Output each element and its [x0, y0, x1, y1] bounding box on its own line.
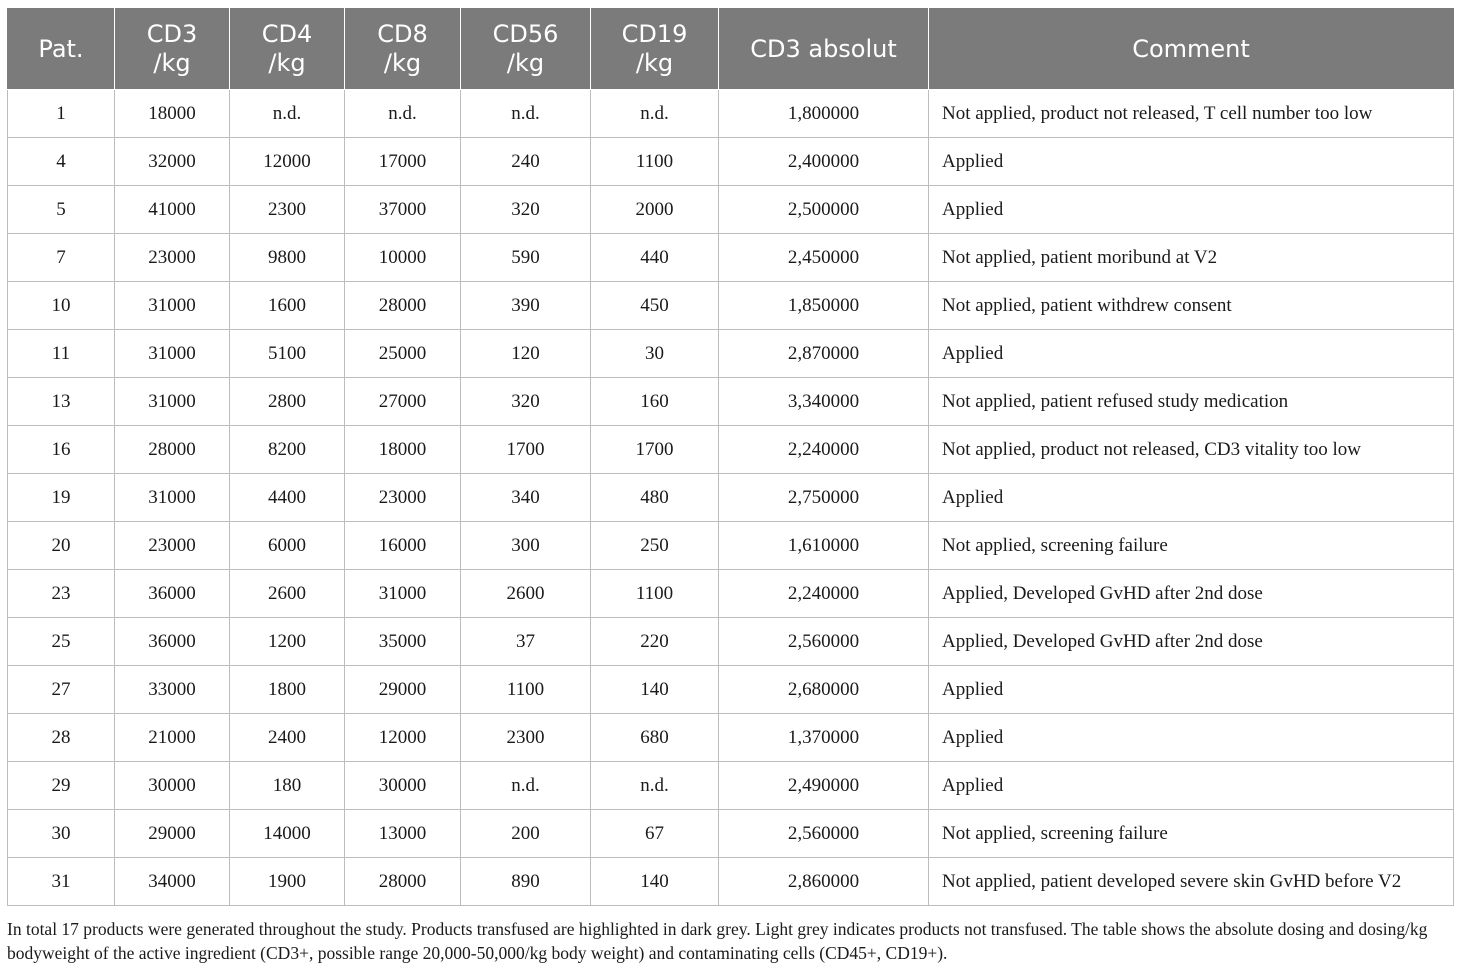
cell-comment: Applied, Developed GvHD after 2nd dose: [929, 618, 1454, 666]
header-text-line: CD8: [377, 20, 428, 48]
cell-cd3-kg: 30000: [115, 762, 230, 810]
header-text-line: CD19: [621, 20, 688, 48]
table-row: [8, 474, 1454, 522]
header-text-line: CD3: [146, 20, 198, 48]
cell-comment: Applied, Developed GvHD after 2nd dose: [929, 570, 1454, 618]
cell-comment: Not applied, product not released, CD3 vitality too low: [929, 426, 1454, 474]
header-text-line: /kg: [268, 49, 306, 77]
header-text-line: CD56: [492, 20, 559, 48]
header-pat: [8, 9, 115, 90]
cell-cd19-kg: 140: [591, 858, 719, 906]
cell-patient: 28: [8, 714, 115, 762]
table-container: [7, 8, 1453, 906]
cell-cd3-kg: 31000: [115, 282, 230, 330]
cell-comment: Not applied, screening failure: [929, 810, 1454, 858]
cell-cd19-kg: 67: [591, 810, 719, 858]
cell-cd3-absolut: 2,500000: [719, 186, 929, 234]
cell-patient: 5: [8, 186, 115, 234]
cell-cd3-kg: 41000: [115, 186, 230, 234]
cell-cd3-kg: 18000: [115, 90, 230, 138]
table-row: [8, 186, 1454, 234]
table-footnote: In total 17 products were generated throughout the study. Products transfused are highlighted in dark grey. Light grey indicates products not transfused. The table shows the absolute dosing and dosing/kg bodyweight of the active ingredient (CD3+, possible range 20,000-50,000/kg body weight) and contaminating cells (CD45+, CD19+).: [7, 919, 1428, 963]
cell-cd19-kg: 2000: [591, 186, 719, 234]
cell-cd4-kg: 2400: [230, 714, 345, 762]
table-body: [8, 90, 1454, 906]
table-row: [8, 378, 1454, 426]
header-cd3-absolut: [719, 9, 929, 90]
cell-patient: 27: [8, 666, 115, 714]
table-row: [8, 330, 1454, 378]
cell-cd3-absolut: 1,800000: [719, 90, 929, 138]
cell-cd19-kg: 440: [591, 234, 719, 282]
header-comment: [929, 9, 1454, 90]
cell-comment: Not applied, screening failure: [929, 522, 1454, 570]
cell-cd8-kg: 28000: [345, 282, 461, 330]
header-text-line: /kg: [635, 49, 674, 77]
header-text-line: Comment: [1132, 34, 1250, 63]
cell-cd56-kg: 300: [461, 522, 591, 570]
cell-cd4-kg: 4400: [230, 474, 345, 522]
table-row: [8, 858, 1454, 906]
cell-cd56-kg: 320: [461, 186, 591, 234]
cell-cd3-absolut: 2,860000: [719, 858, 929, 906]
table-row: [8, 714, 1454, 762]
cell-comment: Applied: [929, 762, 1454, 810]
cell-cd3-absolut: 2,490000: [719, 762, 929, 810]
cell-comment: Not applied, patient developed severe skin GvHD before V2: [929, 858, 1454, 906]
cell-cd3-absolut: 2,240000: [719, 426, 929, 474]
cell-cd19-kg: 220: [591, 618, 719, 666]
cell-cd4-kg: 2800: [230, 378, 345, 426]
cell-cd8-kg: 29000: [345, 666, 461, 714]
cell-patient: 31: [8, 858, 115, 906]
table-row: [8, 282, 1454, 330]
cell-cd3-kg: 33000: [115, 666, 230, 714]
cell-cd56-kg: 1700: [461, 426, 591, 474]
table-row: [8, 762, 1454, 810]
cell-comment: Applied: [929, 138, 1454, 186]
cell-cd3-absolut: 2,560000: [719, 810, 929, 858]
cell-cd19-kg: 1100: [591, 570, 719, 618]
header-cd3-kg: [115, 9, 230, 90]
cell-cd56-kg: 1100: [461, 666, 591, 714]
cell-cd3-absolut: 2,240000: [719, 570, 929, 618]
header-text-line: /kg: [506, 49, 545, 77]
cell-cd56-kg: 120: [461, 330, 591, 378]
cell-cd56-kg: 2300: [461, 714, 591, 762]
table-row: [8, 234, 1454, 282]
cell-cd3-kg: 36000: [115, 570, 230, 618]
data-table: [7, 8, 1454, 906]
cell-cd3-absolut: 2,450000: [719, 234, 929, 282]
cell-cd4-kg: 1900: [230, 858, 345, 906]
cell-patient: 30: [8, 810, 115, 858]
cell-comment: Applied: [929, 666, 1454, 714]
cell-cd3-kg: 31000: [115, 330, 230, 378]
cell-cd8-kg: n.d.: [345, 90, 461, 138]
cell-cd4-kg: 180: [230, 762, 345, 810]
cell-cd19-kg: 160: [591, 378, 719, 426]
cell-patient: 16: [8, 426, 115, 474]
cell-cd19-kg: 1700: [591, 426, 719, 474]
cell-cd4-kg: 6000: [230, 522, 345, 570]
cell-cd8-kg: 16000: [345, 522, 461, 570]
table-row: [8, 426, 1454, 474]
cell-cd3-absolut: 3,340000: [719, 378, 929, 426]
cell-cd4-kg: 2300: [230, 186, 345, 234]
cell-cd3-absolut: 1,370000: [719, 714, 929, 762]
cell-cd4-kg: 1800: [230, 666, 345, 714]
cell-cd8-kg: 13000: [345, 810, 461, 858]
cell-cd8-kg: 28000: [345, 858, 461, 906]
table-row: [8, 138, 1454, 186]
cell-cd56-kg: n.d.: [461, 762, 591, 810]
cell-comment: Applied: [929, 714, 1454, 762]
cell-cd8-kg: 18000: [345, 426, 461, 474]
cell-cd4-kg: 14000: [230, 810, 345, 858]
cell-cd8-kg: 23000: [345, 474, 461, 522]
table-row: [8, 618, 1454, 666]
table-row: [8, 810, 1454, 858]
cell-cd4-kg: 5100: [230, 330, 345, 378]
cell-comment: Applied: [929, 474, 1454, 522]
cell-comment: Applied: [929, 186, 1454, 234]
cell-cd56-kg: 340: [461, 474, 591, 522]
cell-patient: 10: [8, 282, 115, 330]
cell-cd19-kg: 140: [591, 666, 719, 714]
header-text-line: /kg: [383, 49, 422, 77]
cell-cd3-kg: 23000: [115, 234, 230, 282]
cell-cd3-kg: 31000: [115, 474, 230, 522]
cell-cd3-kg: 29000: [115, 810, 230, 858]
cell-cd4-kg: 2600: [230, 570, 345, 618]
table-row: [8, 522, 1454, 570]
cell-patient: 7: [8, 234, 115, 282]
cell-cd19-kg: 1100: [591, 138, 719, 186]
cell-cd4-kg: 12000: [230, 138, 345, 186]
cell-cd8-kg: 17000: [345, 138, 461, 186]
cell-cd56-kg: 37: [461, 618, 591, 666]
cell-cd3-kg: 28000: [115, 426, 230, 474]
header-text-line: Pat.: [38, 34, 84, 63]
cell-cd56-kg: n.d.: [461, 90, 591, 138]
cell-cd56-kg: 240: [461, 138, 591, 186]
cell-cd8-kg: 30000: [345, 762, 461, 810]
header-text-line: CD3 absolut: [750, 34, 897, 63]
cell-patient: 20: [8, 522, 115, 570]
cell-cd56-kg: 590: [461, 234, 591, 282]
cell-cd3-kg: 36000: [115, 618, 230, 666]
cell-cd4-kg: 1200: [230, 618, 345, 666]
cell-cd3-absolut: 1,850000: [719, 282, 929, 330]
cell-cd3-kg: 32000: [115, 138, 230, 186]
cell-cd3-absolut: 2,560000: [719, 618, 929, 666]
cell-cd8-kg: 25000: [345, 330, 461, 378]
header-cd8-kg: [345, 9, 461, 90]
cell-cd56-kg: 200: [461, 810, 591, 858]
cell-cd4-kg: n.d.: [230, 90, 345, 138]
table-row: [8, 90, 1454, 138]
cell-cd8-kg: 37000: [345, 186, 461, 234]
cell-cd19-kg: 250: [591, 522, 719, 570]
cell-cd3-kg: 31000: [115, 378, 230, 426]
cell-patient: 4: [8, 138, 115, 186]
header-cd19-kg: [591, 9, 719, 90]
cell-cd56-kg: 390: [461, 282, 591, 330]
cell-patient: 23: [8, 570, 115, 618]
cell-cd8-kg: 12000: [345, 714, 461, 762]
cell-patient: 25: [8, 618, 115, 666]
cell-cd56-kg: 890: [461, 858, 591, 906]
cell-cd19-kg: 680: [591, 714, 719, 762]
cell-cd4-kg: 8200: [230, 426, 345, 474]
cell-comment: Not applied, patient withdrew consent: [929, 282, 1454, 330]
cell-patient: 1: [8, 90, 115, 138]
cell-cd8-kg: 27000: [345, 378, 461, 426]
cell-cd19-kg: 30: [591, 330, 719, 378]
table-row: [8, 666, 1454, 714]
cell-cd8-kg: 35000: [345, 618, 461, 666]
cell-cd19-kg: 480: [591, 474, 719, 522]
cell-cd3-absolut: 2,870000: [719, 330, 929, 378]
cell-patient: 11: [8, 330, 115, 378]
header-text-line: CD4: [261, 20, 313, 48]
header-text-line: /kg: [153, 49, 191, 77]
cell-patient: 13: [8, 378, 115, 426]
cell-cd19-kg: n.d.: [591, 90, 719, 138]
cell-cd3-absolut: 1,610000: [719, 522, 929, 570]
cell-comment: Not applied, patient refused study medication: [929, 378, 1454, 426]
cell-comment: Applied: [929, 330, 1454, 378]
table-row: [8, 570, 1454, 618]
cell-cd3-absolut: 2,680000: [719, 666, 929, 714]
cell-patient: 19: [8, 474, 115, 522]
table-header: [8, 9, 1454, 90]
cell-cd4-kg: 9800: [230, 234, 345, 282]
cell-patient: 29: [8, 762, 115, 810]
cell-cd8-kg: 31000: [345, 570, 461, 618]
cell-cd19-kg: n.d.: [591, 762, 719, 810]
header-cd4-kg: [230, 9, 345, 90]
cell-cd3-absolut: 2,400000: [719, 138, 929, 186]
header-row: [8, 9, 1454, 90]
cell-cd3-kg: 21000: [115, 714, 230, 762]
cell-cd19-kg: 450: [591, 282, 719, 330]
cell-cd8-kg: 10000: [345, 234, 461, 282]
cell-cd3-kg: 34000: [115, 858, 230, 906]
cell-cd3-absolut: 2,750000: [719, 474, 929, 522]
header-cd56-kg: [461, 9, 591, 90]
cell-cd4-kg: 1600: [230, 282, 345, 330]
cell-comment: Not applied, product not released, T cell number too low: [929, 90, 1454, 138]
cell-cd56-kg: 320: [461, 378, 591, 426]
cell-cd56-kg: 2600: [461, 570, 591, 618]
cell-comment: Not applied, patient moribund at V2: [929, 234, 1454, 282]
cell-cd3-kg: 23000: [115, 522, 230, 570]
